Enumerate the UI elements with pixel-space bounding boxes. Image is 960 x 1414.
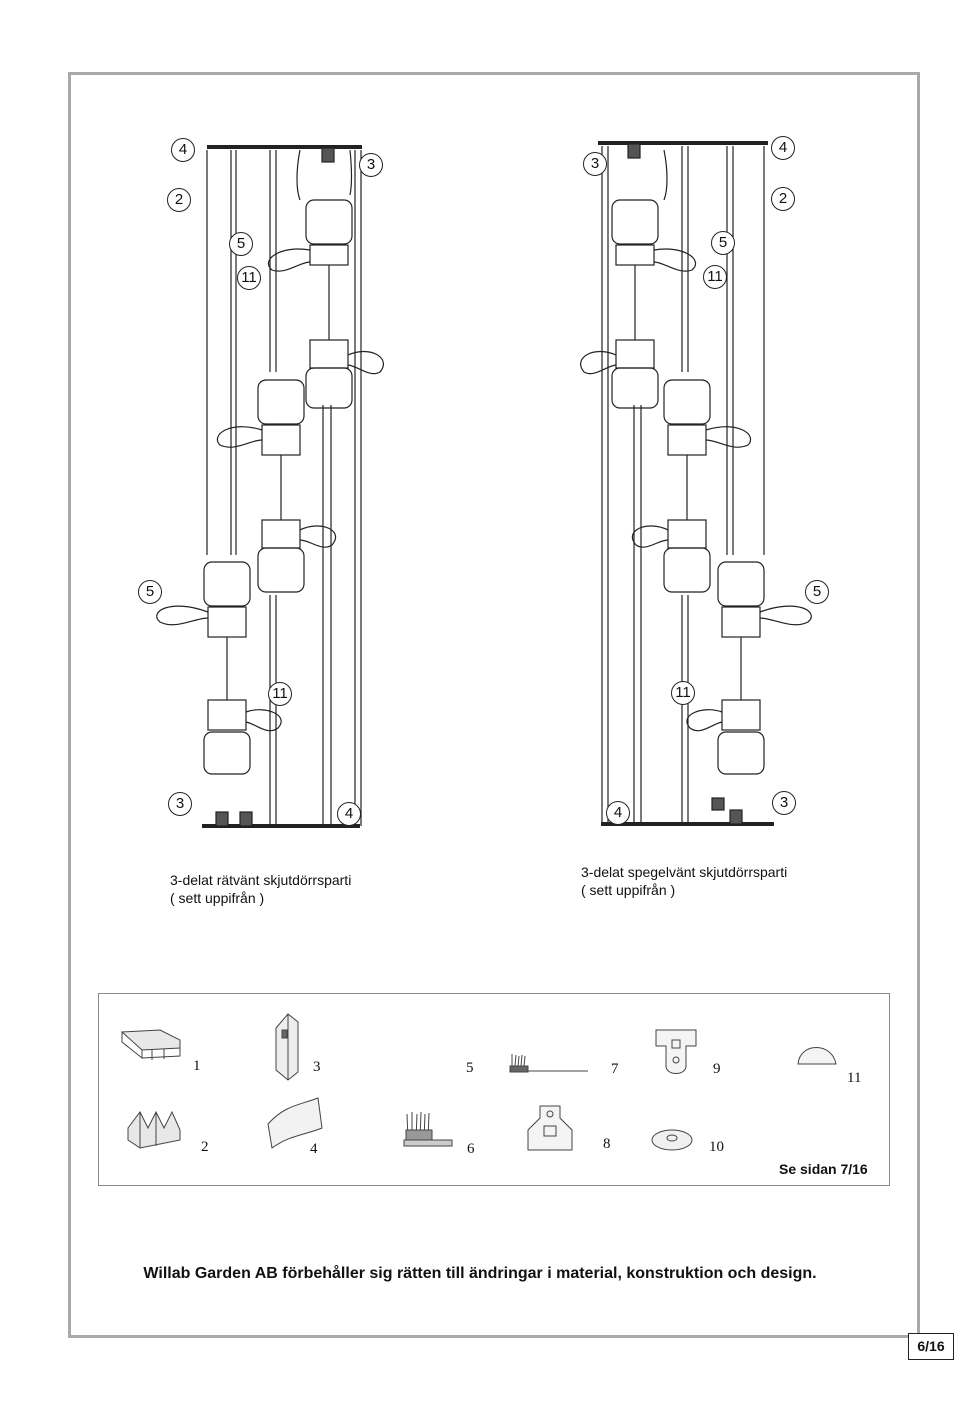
part-3-side-profile-icon [276,1014,298,1080]
disclaimer-text: Willab Garden AB förbehåller sig rätten till ändringar i material, konstruktion och design. [143,1265,817,1282]
part-number-1: 1 [193,1058,201,1074]
callout-right-3-top: 3 [583,152,607,176]
callout-right-5-upper: 5 [711,231,735,255]
callout-right-5-lower: 5 [805,580,829,604]
part-10-washer-icon [652,1130,692,1150]
callout-left-11-upper: 11 [237,266,261,290]
callout-left-5-upper: 5 [229,232,253,256]
part-7-bracket-icon [656,1030,696,1074]
part-number-9: 9 [713,1061,721,1077]
callout-right-3-bottom: 3 [772,791,796,815]
part-1-top-rail-icon [122,1030,180,1060]
left-caption-line1: 3-delat rätvänt skjutdörrsparti [170,872,352,888]
part-number-2: 2 [201,1139,209,1155]
callout-right-2: 2 [771,187,795,211]
part-5-brush-seal-icon [510,1054,588,1072]
part-number-10: 10 [709,1139,724,1155]
part-9-stopper-icon [798,1048,836,1065]
see-page-reference: Se sidan 7/16 [779,1161,868,1177]
part-8-guide-icon [528,1106,572,1150]
callout-left-4-top: 4 [171,138,195,162]
part-number-8: 8 [603,1136,611,1152]
part-2-bottom-rail-icon [128,1112,180,1148]
callout-right-4-bottom: 4 [606,801,630,825]
part-number-7: 7 [611,1061,619,1077]
callout-right-11-lower: 11 [671,681,695,705]
part-6-tall-brush-icon [404,1112,452,1146]
left-caption-line2: ( sett uppifrån ) [170,890,265,906]
part-number-6: 6 [467,1141,475,1157]
callout-right-4-top: 4 [771,136,795,160]
part-number-3: 3 [313,1059,321,1075]
callout-left-2: 2 [167,188,191,212]
part-number-11: 11 [847,1070,862,1086]
part-number-4: 4 [310,1141,318,1157]
part-number-5: 5 [466,1060,474,1076]
callout-left-3-top: 3 [359,153,383,177]
right-caption-line2: ( sett uppifrån ) [581,882,676,898]
callout-left-11-lower: 11 [268,682,292,706]
right-caption-line1: 3-delat spegelvänt skjutdörrsparti [581,864,788,880]
callout-left-5-lower: 5 [138,580,162,604]
callout-left-4-bottom: 4 [337,802,361,826]
page-number-badge: 6/16 [908,1333,954,1360]
callout-left-3-bottom: 3 [168,792,192,816]
callout-right-11-upper: 11 [703,265,727,289]
